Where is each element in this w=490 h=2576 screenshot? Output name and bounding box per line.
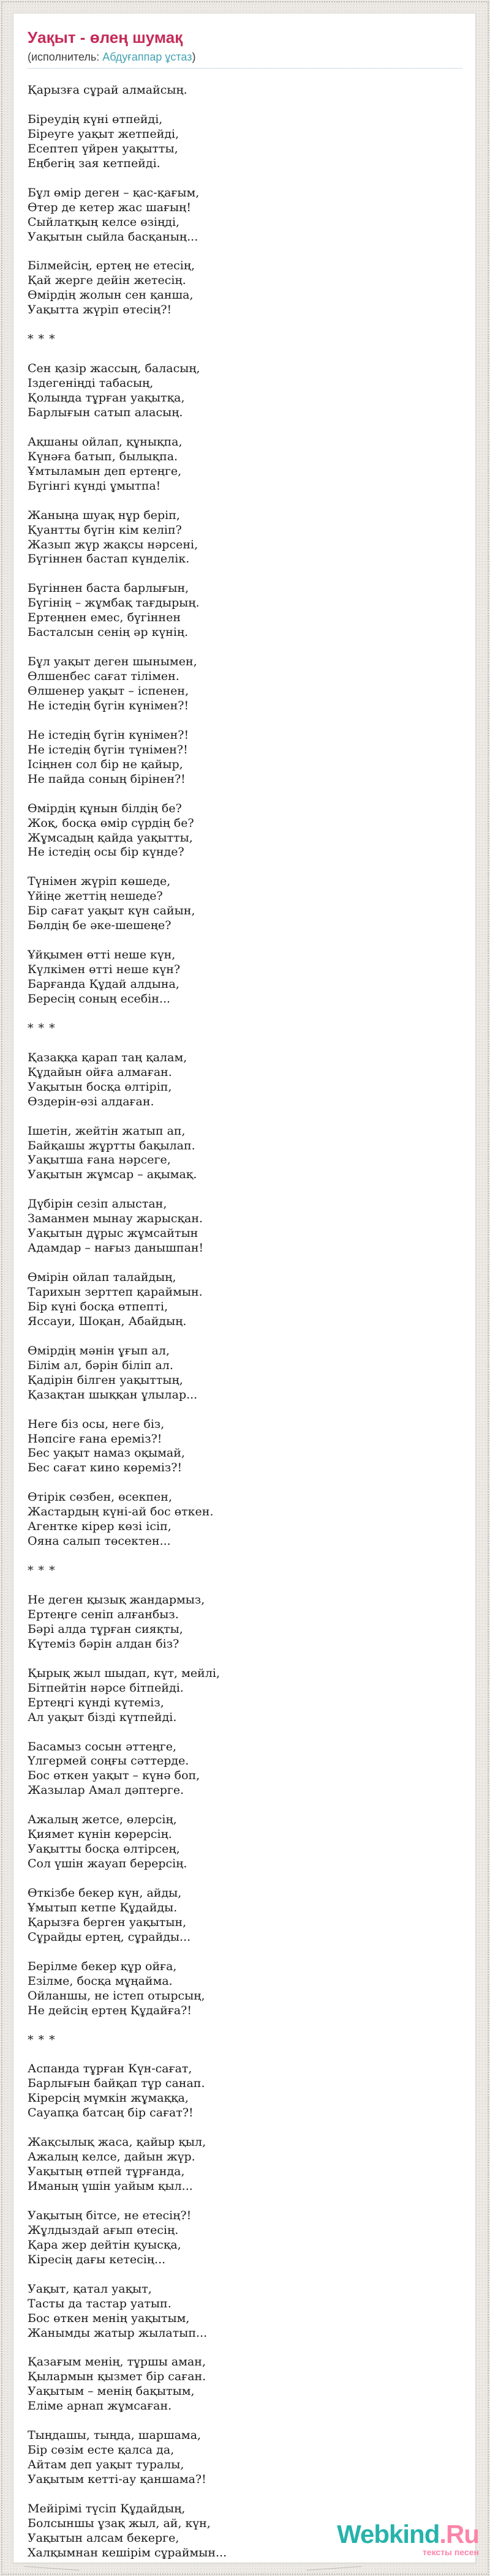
stanza: Аспанда тұрған Күн-сағат, Барлығын байқап тұр санап. Кірерсің мүмкін жұмаққа, Сауапқа батсаң бір сағат?! xyxy=(28,2062,205,2120)
webkind-wordmark xyxy=(337,2522,479,2547)
stanza: Өтірік сөзбен, өсекпен, Жастардың күні-ай бос өткен. Агентке кірер көзі ісіп, Ояна салып төсектен... xyxy=(28,1490,214,1548)
card-header xyxy=(28,28,462,69)
stanza: Неге біз осы, неге біз, Нәпсіге ғана ереміз?! Бес уақыт намаз оқымай, Бес сағат кино көреміз?! xyxy=(28,1417,185,1475)
stanza: Өткізбе бекер күн, айды, Ұмытып кетпе Құдайды. Қарызға берген уақытын, Сұрайды ертең, сұрайды... xyxy=(28,1886,191,1944)
stanza: Мейірімі түсіп Құдайдың, Болсыншы ұзақ жыл, ай, күн, Уақытын алсам бекерге, Халқымнан кешірім сұраймын... xyxy=(28,2501,227,2559)
poem-text xyxy=(28,83,462,2561)
stanza: Ұйқымен өтті неше күн, Күлкімен өтті неше күн? Барғанда Құдай алдына, Бересің соның есебін... xyxy=(28,948,181,1006)
stanza: Біреудің күні өтпейді, Біреуге уақыт жетпейді, Есептеп үйрен уақытты, Еңбегің зая кетпейді. xyxy=(28,112,179,170)
page-title: Уақыт - өлең шумақ xyxy=(28,28,183,47)
stanza-separator: * * * xyxy=(28,2033,56,2047)
webkind-tagline: тексты песен xyxy=(422,2547,479,2557)
stanza: Тыңдашы, тыңда, шаршама, Бір сөзім есте қалса да, Айтам деп уақыт туралы, Уақытым кетті-ау қаншама?! xyxy=(28,2429,206,2486)
stanza-separator: * * * xyxy=(28,1564,56,1578)
performer-line xyxy=(28,51,462,64)
stanza: Қазаққа қарап таң қалам, Құдайын ойға алмаған. Уақытын босқа өлтіріп, Өздерін-өзі алдаған. xyxy=(28,1050,187,1108)
stanza: Қырық жыл шыдап, күт, мейлі, Бітпейтін нәрсе бітпейді. Ертеңгі күнді күтеміз, Ал уақыт бізді күтпейді. xyxy=(28,1666,221,1724)
stanza: Уақытың бітсе, не етесің?! Жұлдыздай ағып өтесің. Қара жер дейтін қуысқа, Кіресің дағы кетесің... xyxy=(28,2208,192,2266)
stanza: Ақшаны ойлап, құнықпа, Күнәға батып, былықпа. Ұмтыламын деп ертеңге, Бүгінгі күнді ұмытпа! xyxy=(28,435,183,493)
stanza: Ажалың жетсе, өлерсің, Қиямет күнін көрерсің. Уақытты босқа өлтірсең, Сол үшін жауап берерсің. xyxy=(28,1813,187,1871)
webkind-logo[interactable] xyxy=(337,2522,479,2556)
stanza: Не деген қызық жандармыз, Ертеңге сеніп алғанбыз. Бәрі алда тұрған сияқты, Күтеміз бәрін алдан біз? xyxy=(28,1593,205,1651)
stanza: Бұл өмір деген – қас-қағым, Өтер де кетер жас шағың! Сыйлатқың келсе өзіңді, Уақытын сыйла басқаның... xyxy=(28,185,200,244)
webkind-logo-suffix: .Ru xyxy=(439,2520,479,2548)
stanza: Бұл уақыт деген шынымен, Өлшенбес сағат тілімен. Өлшенер уақыт – іспенен, Не істедің бүгін күнімен?! xyxy=(28,655,197,712)
stanza: Білмейсің, ертең не етесің, Қай жерге дейін жетесің. Өмірдің жолын сен қанша, Уақытта жүріп өтесің?! xyxy=(28,259,195,317)
stanza-separator: * * * xyxy=(28,1021,56,1035)
stanza: Жақсылық жаса, қайыр қыл, Ажалың келсе, дайын жүр. Уақытың өтпей тұрғанда, Иманың үшін уайым қыл... xyxy=(28,2135,206,2193)
stanza: Өмірдің құнын білдің бе? Жоқ, босқа өмір сүрдің бе? Жұмсадың қайда уақытты, Не істедің осы бір күнде? xyxy=(28,801,194,859)
stanza: Сен қазір жассың, баласың, Іздегеніңді табасың, Қолыңда тұрған уақытқа, Барлығын сатып аласың. xyxy=(28,362,200,419)
stanza: Дүбірін сезіп алыстан, Заманмен мынау жарысқан. Уақытын дұрыс жұмсайтын Адамдар – нағыз данышпан! xyxy=(28,1197,204,1255)
stanza: Ішетін, жейтін жатып ап, Байқашы жұртты бақылап. Уақытша ғана нәрсеге, Уақытын жұмсар – ақымақ. xyxy=(28,1124,197,1182)
stanza: Өмірін ойлап талайдың, Тарихын зерттеп қараймын. Бір күні босқа өтпепті, Яссауи, Шоқан, Абайдың. xyxy=(28,1271,203,1328)
webkind-logo-main: Webkind xyxy=(337,2520,440,2548)
stanza: Қарызға сұрай алмайсың. xyxy=(28,83,187,97)
stanza: Түнімен жүріп көшеде, Үйіңе жеттің нешеде? Бір сағат уақыт күн сайын, Бөлдің бе әке-шешеңе? xyxy=(28,875,195,933)
stanza-separator: * * * xyxy=(28,332,56,346)
performer-label-close: ) xyxy=(192,51,196,63)
stanza: Басамыз сосын әттеңге, Үлгермей соңғы сәттерде. Бос өткен уақыт – күнә боп, Жазылар Амал дәптерге. xyxy=(28,1739,200,1798)
stanza: Не істедің бүгін күнімен?! Не істедің бүгін түнімен?! Ісіңнен сол бір не қайыр, Не пайда соның бірінен?! xyxy=(28,728,189,786)
stanza: Уақыт, қатал уақыт, Тасты да тастар уатып. Бос өткен менің уақытым, Жанымды жатыр жылатып... xyxy=(28,2282,208,2340)
lyrics-card xyxy=(13,13,479,2563)
stanza: Өмірдің мәнін ұғып ал, Білім ал, бәрін біліп ал. Қадірін білген уақыттың, Қазақтан шыққан ұлылар... xyxy=(28,1343,198,1402)
artist-link[interactable]: Абдуғаппар ұстаз xyxy=(102,51,192,63)
stanza: Берілме бекер құр ойға, Езілме, босқа мұңайма. Ойланшы, не істеп отырсың, Не дейсің ертең Құдайға?! xyxy=(28,1959,205,2017)
stanza: Жаныңа шуақ нұр беріп, Қуантты бүгін кім келіп? Жазып жүр жақсы нәрсені, Бүгіннен бастап күнделік. xyxy=(28,508,198,566)
performer-label: (исполнитель: xyxy=(28,51,103,63)
stanza: Бүгіннен баста барлығын, Бүгінің – жұмбақ тағдырың. Ертеңнен емес, бүгіннен Басталсын сенің әр күнің. xyxy=(28,581,200,640)
stanza: Қазағым менің, тұршы аман, Қылармын қызмет бір саған. Уақытым – менің бақытым, Еліме арнап жұмсаған. xyxy=(28,2355,206,2413)
